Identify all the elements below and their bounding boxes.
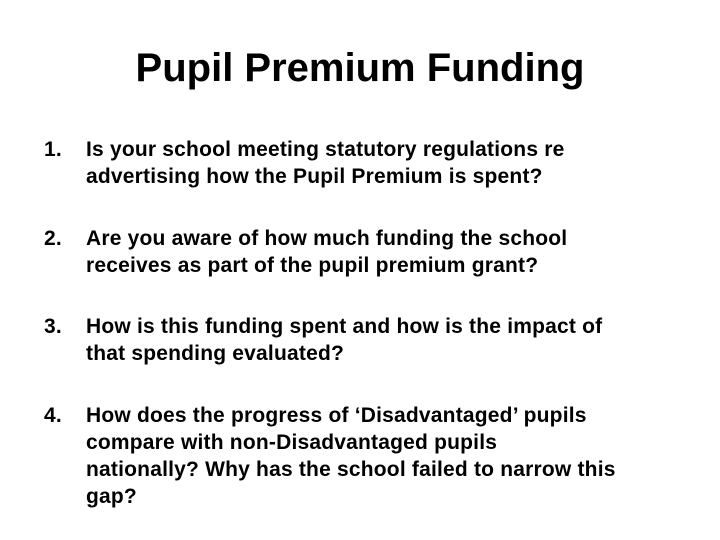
item-text-line: nationally? Why has the school failed to narrow this xyxy=(86,458,616,481)
item-text xyxy=(44,313,694,367)
item-text-line: How is this funding spent and how is the impact of xyxy=(86,315,603,338)
item-number: 2. xyxy=(44,227,62,250)
list-item xyxy=(44,225,694,279)
item-text-line: that spending evaluated? xyxy=(86,342,344,365)
item-number: 4. xyxy=(44,404,62,427)
list-item xyxy=(44,136,694,190)
item-text-line: Is your school meeting statutory regulations re xyxy=(86,138,565,161)
slide-title: Pupil Premium Funding xyxy=(135,46,585,90)
item-number: 1. xyxy=(44,138,62,161)
item-number: 3. xyxy=(44,315,62,338)
item-text-line: gap? xyxy=(86,485,137,508)
item-text-line: compare with non-Disadvantaged pupils xyxy=(86,431,498,454)
item-text-line: advertising how the Pupil Premium is spent? xyxy=(86,165,543,188)
item-text-line: receives as part of the pupil premium grant? xyxy=(86,254,539,277)
item-text xyxy=(44,136,694,190)
list-item xyxy=(44,313,694,367)
item-text-line: Are you aware of how much funding the school xyxy=(86,227,568,250)
item-text xyxy=(44,402,694,510)
item-text-line: How does the progress of ‘Disadvantaged’ pupils xyxy=(86,404,587,427)
item-text xyxy=(44,225,694,279)
list-item xyxy=(44,402,694,510)
